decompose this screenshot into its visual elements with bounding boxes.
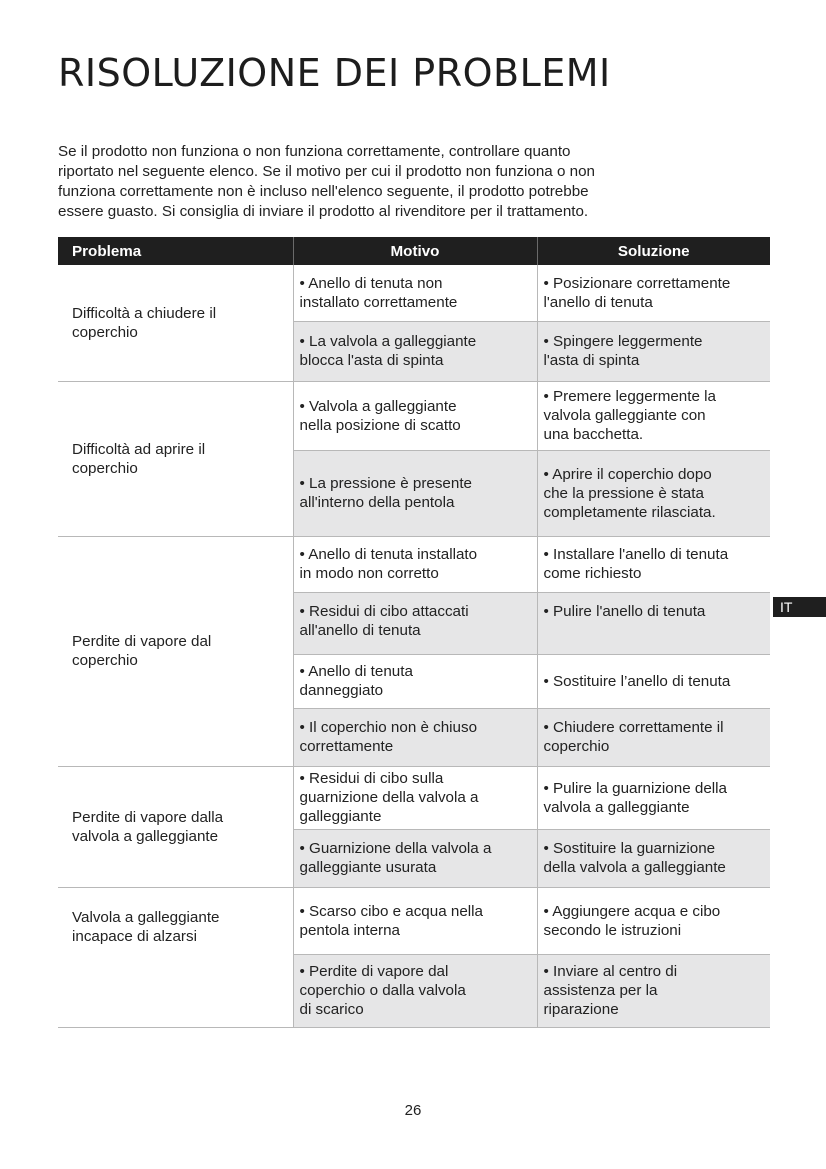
solution-cell: [537, 265, 770, 321]
intro-line: essere guasto. Si consiglia di inviare il prodotto al rivenditore per il trattamento.: [58, 203, 589, 220]
solution-cell: [537, 954, 770, 1027]
solution-line: che la pressione è stata: [543, 484, 704, 502]
problem-cell: [58, 766, 293, 887]
reason-line: blocca l'asta di spinta: [299, 352, 444, 369]
problem-line: Valvola a galleggiante: [72, 908, 220, 926]
solution-line: • Aprire il coperchio dopo: [543, 465, 712, 483]
solution-line: completamente rilasciata.: [543, 503, 716, 521]
solution-cell: [537, 887, 770, 954]
solution-line: secondo le istruzioni: [543, 921, 682, 939]
problem-line: valvola a galleggiante: [72, 827, 219, 845]
reason-cell: [293, 654, 537, 708]
page-title: RISOLUZIONE DEI PROBLEMI: [58, 51, 611, 95]
intro-line: Se il prodotto non funziona o non funziona correttamente, controllare quanto: [58, 143, 571, 160]
solution-cell: [537, 592, 770, 654]
problem-line: coperchio: [72, 323, 138, 341]
reason-cell: [293, 450, 537, 536]
reason-line: • La pressione è presente: [299, 475, 472, 492]
solution-line: valvola galleggiante con: [543, 407, 706, 424]
reason-line: correttamente: [299, 738, 394, 755]
page-number: 26: [404, 1102, 422, 1119]
solution-line: una bacchetta.: [543, 426, 644, 443]
reason-line: • Residui di cibo attaccati: [299, 602, 469, 620]
solution-line: • Sostituire la guarnizione: [543, 840, 716, 857]
reason-line: all'anello di tenuta: [299, 621, 421, 639]
solution-line: l'anello di tenuta: [543, 293, 653, 311]
problem-line: coperchio: [72, 652, 138, 669]
solution-line: l'asta di spinta: [543, 352, 640, 369]
table-header-row: [58, 237, 770, 265]
solution-line: coperchio: [543, 738, 610, 755]
reason-line: in modo non corretto: [299, 565, 439, 582]
solution-line: • Pulire l'anello di tenuta: [543, 602, 706, 620]
solution-cell: [537, 536, 770, 592]
reason-line: • Anello di tenuta non: [299, 274, 443, 292]
reason-line: • Anello di tenuta: [299, 663, 413, 680]
header-reason: Motivo: [293, 237, 537, 265]
reason-cell: [293, 708, 537, 766]
reason-cell: [293, 592, 537, 654]
reason-line: di scarico: [299, 1001, 364, 1018]
reason-line: guarnizione della valvola a: [299, 789, 479, 806]
reason-line: pentola interna: [299, 921, 400, 939]
solution-line: riparazione: [543, 1001, 619, 1018]
solution-line: • Chiudere correttamente il: [543, 719, 724, 736]
intro-paragraph: [58, 142, 770, 222]
language-tab: IT: [773, 597, 826, 617]
troubleshooting-table: [58, 237, 770, 1028]
problem-line: Perdite di vapore dal: [72, 633, 212, 650]
reason-cell: [293, 381, 537, 450]
header-solution: Soluzione: [537, 237, 770, 265]
reason-line: • Scarso cibo e acqua nella: [299, 902, 483, 920]
solution-line: • Sostituire l’anello di tenuta: [543, 672, 731, 690]
problem-line: coperchio: [72, 459, 138, 477]
solution-cell: [537, 321, 770, 381]
solution-line: come richiesto: [543, 565, 642, 582]
solution-cell: [537, 766, 770, 829]
reason-line: coperchio o dalla valvola: [299, 982, 466, 999]
reason-line: installato correttamente: [299, 293, 458, 311]
reason-line: • Guarnizione della valvola a: [299, 840, 492, 857]
intro-line: riportato nel seguente elenco. Se il motivo per cui il prodotto non funziona o non: [58, 163, 595, 180]
solution-line: • Posizionare correttamente: [543, 274, 731, 292]
reason-line: • Valvola a galleggiante: [299, 397, 457, 415]
reason-cell: [293, 954, 537, 1027]
problem-line: Perdite di vapore dalla: [72, 808, 224, 826]
intro-line: funziona correttamente non è incluso nell'elenco seguente, il prodotto potrebbe: [58, 183, 589, 200]
solution-cell: [537, 381, 770, 450]
table-row: [58, 381, 770, 450]
solution-cell: [537, 829, 770, 887]
reason-line: nella posizione di scatto: [299, 416, 461, 434]
solution-line: della valvola a galleggiante: [543, 859, 726, 876]
solution-line: • Premere leggermente la: [543, 388, 716, 405]
reason-line: galleggiante usurata: [299, 859, 437, 876]
reason-line: • Il coperchio non è chiuso: [299, 719, 478, 736]
problem-line: Difficoltà a chiudere il: [72, 304, 217, 322]
problem-cell: [58, 265, 293, 381]
reason-line: • Residui di cibo sulla: [299, 770, 444, 787]
reason-cell: [293, 321, 537, 381]
solution-cell: [537, 654, 770, 708]
header-problem: Problema: [58, 237, 293, 265]
reason-cell: [293, 766, 537, 829]
solution-line: assistenza per la: [543, 982, 658, 999]
solution-line: • Pulire la guarnizione della: [543, 779, 727, 797]
reason-line: galleggiante: [299, 808, 382, 825]
solution-cell: [537, 450, 770, 536]
reason-line: • Perdite di vapore dal: [299, 963, 449, 980]
reason-cell: [293, 536, 537, 592]
problem-line: incapace di alzarsi: [72, 927, 197, 945]
table-row: [58, 265, 770, 321]
table-row: [58, 887, 770, 954]
problem-line: Difficoltà ad aprire il: [72, 440, 206, 458]
solution-line: • Spingere leggermente: [543, 333, 703, 350]
reason-cell: [293, 265, 537, 321]
problem-cell: [58, 536, 293, 766]
reason-line: all'interno della pentola: [299, 494, 455, 511]
problem-cell: [58, 381, 293, 536]
solution-line: valvola a galleggiante: [543, 798, 690, 816]
solution-line: • Installare l'anello di tenuta: [543, 546, 729, 563]
table-row: [58, 766, 770, 829]
solution-line: • Aggiungere acqua e cibo: [543, 902, 721, 920]
reason-line: • Anello di tenuta installato: [299, 546, 478, 563]
reason-line: • La valvola a galleggiante: [299, 333, 477, 350]
solution-cell: [537, 708, 770, 766]
reason-cell: [293, 829, 537, 887]
table-row: [58, 536, 770, 592]
reason-cell: [293, 887, 537, 954]
problem-cell: [58, 887, 293, 1027]
solution-line: • Inviare al centro di: [543, 963, 678, 980]
reason-line: danneggiato: [299, 682, 384, 699]
